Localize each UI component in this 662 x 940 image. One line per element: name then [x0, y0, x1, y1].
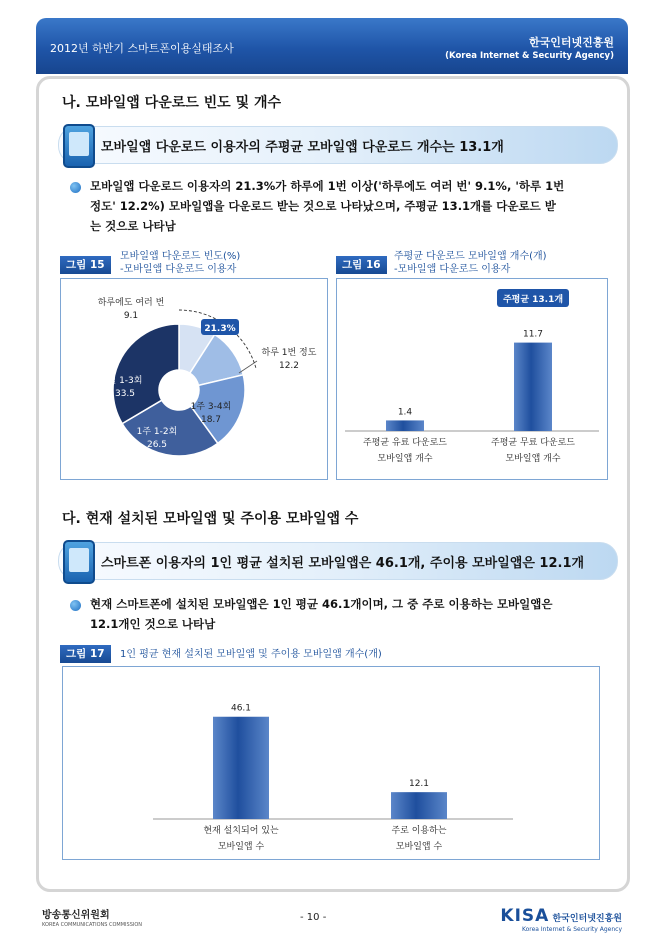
paragraph-da	[90, 594, 610, 634]
x-tick-label: 모바일앱 개수	[505, 454, 561, 464]
section-heading-da: 다. 현재 설치된 모바일앱 및 주이용 모바일앱 수	[62, 511, 359, 527]
smartphone-icon	[63, 124, 95, 168]
bar	[386, 420, 424, 431]
kisa-name-en: Korea Internet & Security Agency	[521, 926, 622, 933]
figure-title-line: -모바일앱 다운로드 이용자	[394, 264, 511, 275]
pie-value: 12.2	[278, 361, 300, 371]
summary-banner-na	[58, 126, 618, 164]
bar-chart-16	[337, 279, 607, 479]
figure-title-line: -모바일앱 다운로드 이용자	[120, 264, 237, 275]
pie-label: 1주 3-4회	[190, 402, 232, 412]
figure-box-16	[336, 278, 608, 480]
report-title: 2012년 하반기 스마트폰이용실태조사	[50, 42, 234, 55]
paragraph-na	[90, 176, 610, 236]
page-header	[36, 18, 628, 74]
figure-tag-15: 그림 15	[60, 256, 111, 274]
kcc-logo	[42, 906, 142, 928]
bar-chart-17	[63, 667, 599, 859]
banner-text: 스마트폰 이용자의 1인 평균 설치된 모바일앱은 46.1개, 주이용 모바일앱은 12.1개	[101, 556, 585, 571]
para-line: 모바일앱 다운로드 이용자의 21.3%가 하루에 1번 이상('하루에도 여러 번' 9.1%, '하루 1번	[90, 179, 565, 193]
kisa-logo	[500, 906, 622, 933]
figure-tag-17: 그림 17	[60, 645, 111, 663]
x-tick-label: 주로 이용하는	[391, 826, 447, 836]
figure-title-line: 모바일앱 다운로드 빈도(%)	[120, 251, 241, 262]
kcc-name-en: KOREA COMMUNICATIONS COMMISSION	[42, 922, 143, 928]
pie-label: 하루 1번 정도	[261, 348, 317, 358]
summary-banner-da	[58, 542, 618, 580]
x-tick-label: 모바일앱 수	[395, 842, 443, 852]
figure-title-15	[120, 250, 240, 276]
kisa-wordmark: KISA	[500, 906, 550, 926]
bar	[213, 717, 269, 819]
bar-value-label: 1.4	[397, 407, 413, 418]
para-line: 정도' 12.2%) 모바일앱을 다운로드 받는 것으로 나타났으며, 주평균 13.1개를 다운로드 받	[90, 199, 556, 213]
pie-value: 33.5	[114, 389, 136, 399]
pie-label: 월 1-3회	[107, 376, 143, 386]
para-line: 12.1개인 것으로 나타남	[90, 617, 216, 631]
org-name: 한국인터넷진흥원	[528, 36, 614, 49]
pie-label: 하루에도 여러 번	[97, 298, 165, 308]
bullet-icon	[70, 182, 81, 193]
bar-value-label: 12.1	[408, 779, 430, 790]
banner-text: 모바일앱 다운로드 이용자의 주평균 모바일앱 다운로드 개수는 13.1개	[101, 140, 504, 155]
callout-text: 주평균 13.1개	[502, 295, 564, 305]
bar-value-label: 46.1	[230, 703, 252, 714]
x-tick-label: 모바일앱 개수	[377, 454, 433, 464]
x-tick-label: 주평균 무료 다운로드	[491, 438, 575, 448]
section-heading-na: 나. 모바일앱 다운로드 빈도 및 개수	[62, 95, 282, 111]
x-tick-label: 주평균 유료 다운로드	[363, 438, 447, 448]
pie-value: 9.1	[123, 311, 139, 321]
para-line: 는 것으로 나타남	[90, 219, 176, 233]
pie-value: 26.5	[146, 440, 168, 450]
org-name-en: (Korea Internet & Security Agency)	[445, 51, 614, 61]
x-tick-label: 현재 설치되어 있는	[203, 826, 279, 836]
bar	[514, 343, 552, 431]
kcc-name: 방송통신위원회	[42, 910, 110, 921]
figure-title-17: 1인 평균 현재 설치된 모바일앱 및 주이용 모바일앱 개수(개)	[120, 649, 382, 660]
smartphone-icon	[63, 540, 95, 584]
bar-value-label: 11.7	[522, 329, 544, 340]
page-number: - 10 -	[300, 912, 327, 923]
figure-box-17	[62, 666, 600, 860]
x-tick-label: 모바일앱 수	[217, 842, 265, 852]
figure-tag-16: 그림 16	[336, 256, 387, 274]
figure-title-16	[394, 250, 547, 276]
bullet-icon	[70, 600, 81, 611]
figure-title-line: 주평균 다운로드 모바일앱 개수(개)	[394, 251, 547, 262]
pie-label: 1주 1-2회	[136, 427, 178, 437]
pie-chart	[61, 279, 327, 479]
figure-box-15	[60, 278, 328, 480]
callout-value: 21.3%	[204, 324, 236, 334]
kisa-name: 한국인터넷진흥원	[552, 914, 622, 924]
pie-value: 18.7	[200, 415, 222, 425]
para-line: 현재 스마트폰에 설치된 모바일앱은 1인 평균 46.1개이며, 그 중 주로 이용하는 모바일앱은	[90, 597, 553, 611]
bar	[391, 792, 447, 819]
